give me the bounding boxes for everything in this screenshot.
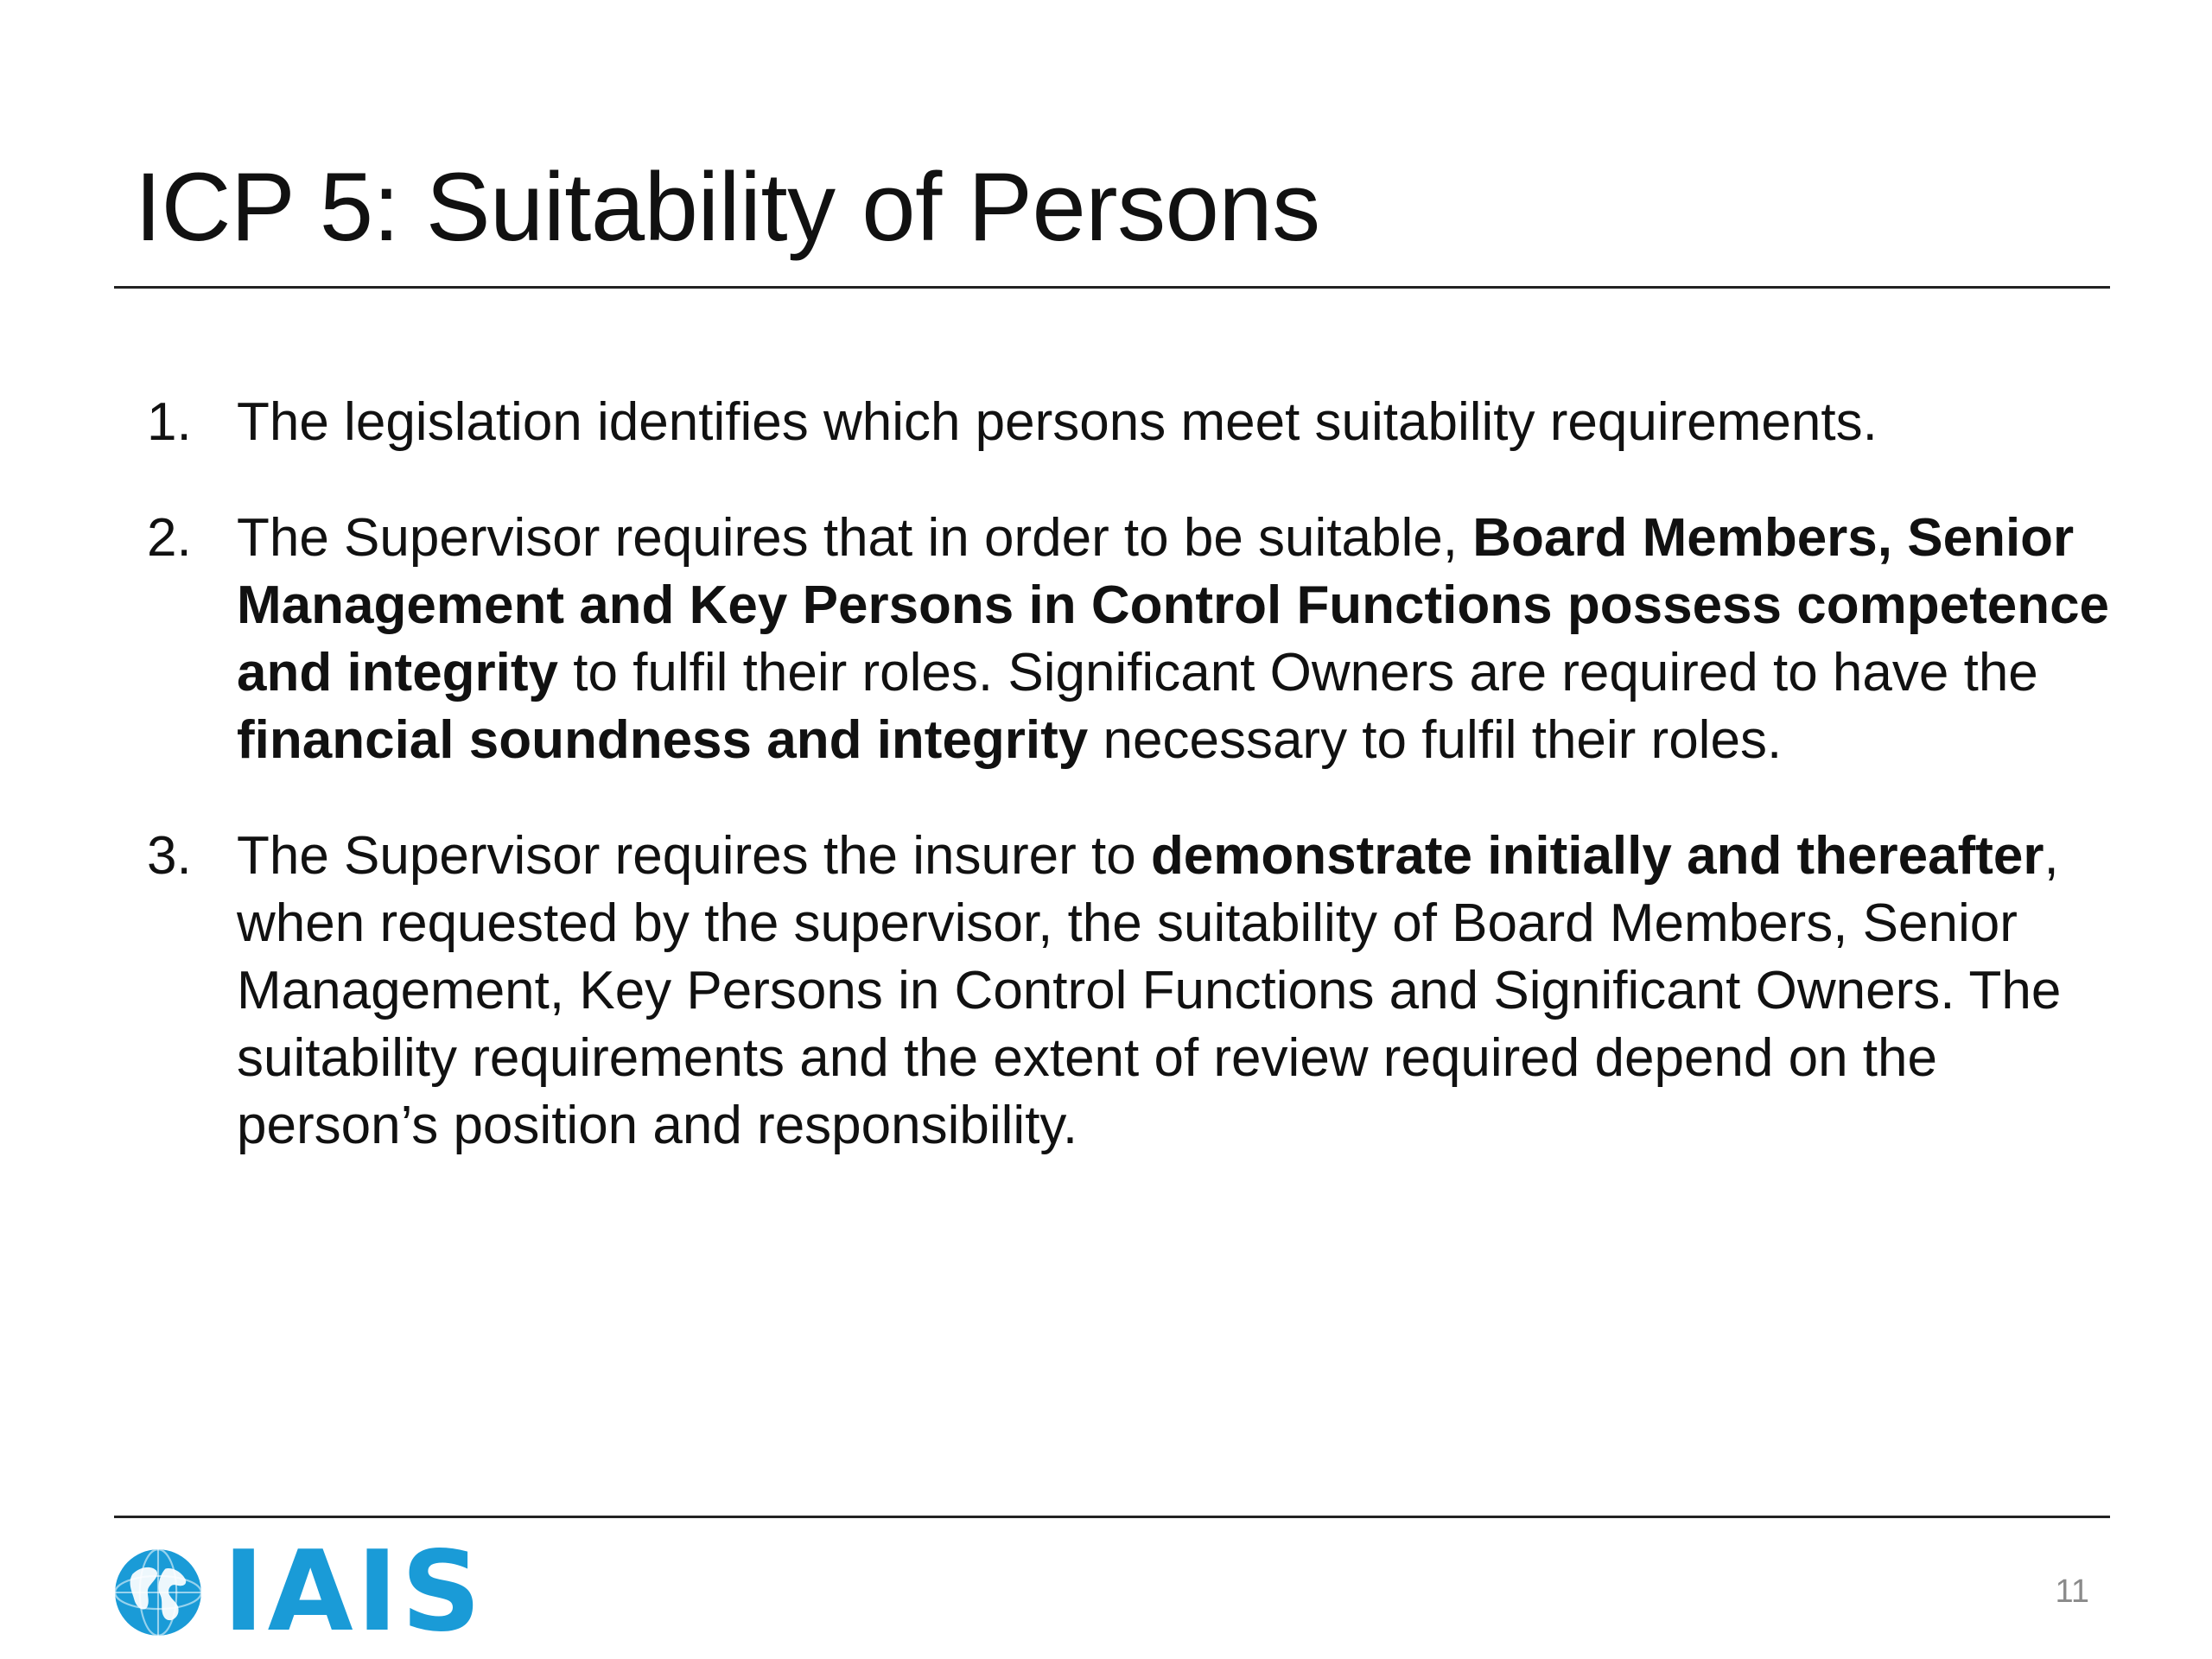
title-divider <box>114 286 2110 289</box>
item-number: 3. <box>147 826 192 886</box>
footer-divider <box>114 1516 2110 1518</box>
item-number: 1. <box>147 392 192 452</box>
item-text: The Supervisor requires the insurer to demonstrate initially and thereafter, when requested by the supervisor, the suitability of Board Members, Senior Management, Key Persons in Control Functions and Significant Owners. The suitability requirements and the extent of review required depend on the person’s position and responsibility. <box>237 826 2062 1155</box>
item-text: The Supervisor requires that in order to be suitable, Board Members, Senior Management and Key Persons in Control Functions possess competence and integrity to fulfil their roles. Significant Owners are required to have the financial soundness and integrity necessary to fulfil their roles. <box>237 508 2110 770</box>
item-number: 2. <box>147 508 192 568</box>
list-item <box>147 823 2126 1160</box>
list-item <box>147 505 2126 774</box>
content-list <box>147 389 2126 1208</box>
page-number: 11 <box>2055 1573 2089 1610</box>
logo-text: IAIS <box>223 1528 485 1656</box>
iais-logo <box>112 1528 485 1656</box>
slide-title: ICP 5: Suitability of Persons <box>135 153 1320 261</box>
globe-icon <box>112 1547 204 1638</box>
list-item <box>147 389 2126 456</box>
item-text: The legislation identifies which persons meet suitability requirements. <box>237 392 1878 452</box>
